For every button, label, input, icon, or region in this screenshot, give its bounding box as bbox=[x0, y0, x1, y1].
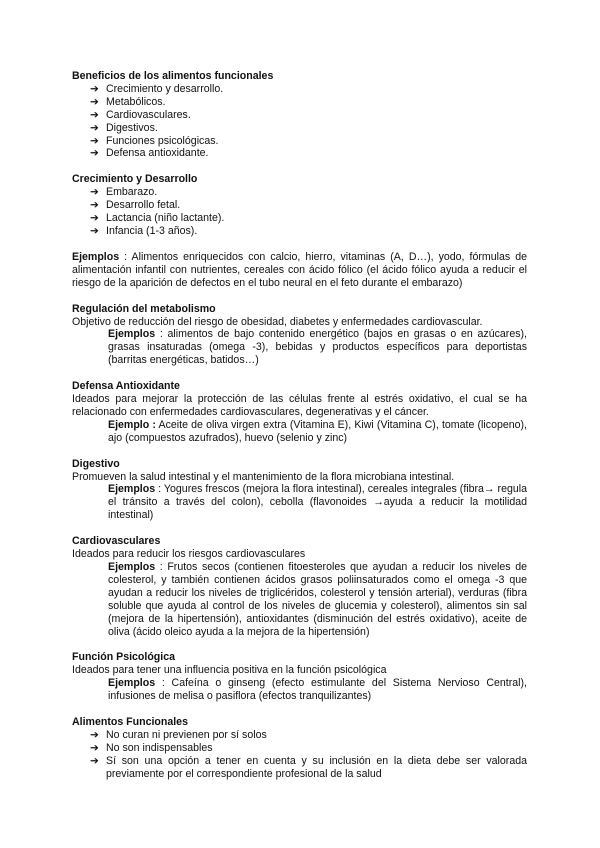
list-beneficios bbox=[72, 83, 527, 160]
examples-antioxidante bbox=[72, 419, 527, 445]
list-item: ➔ Cardiovasculares. bbox=[90, 108, 191, 121]
arrow-icon: ➔ bbox=[90, 121, 99, 134]
arrow-icon: ➔ bbox=[90, 728, 99, 741]
examples-label: Ejemplos bbox=[108, 483, 156, 496]
list-item: ➔ Desarrollo fetal. bbox=[90, 199, 181, 212]
examples-label: Ejemplo : bbox=[108, 418, 156, 431]
section-metabolismo bbox=[72, 303, 527, 368]
arrow-icon: ➔ bbox=[90, 108, 99, 121]
heading-metabolismo: Regulación del metabolismo bbox=[72, 302, 216, 315]
intro-digestivo: Promueven la salud intestinal y el mantenimiento de la flora microbiana intestinal. bbox=[72, 470, 455, 483]
examples-text: : Yogures frescos (mejora la flora intestinal), cereales integrales (fibra→ regula el tránsito a través del colon), cebolla (flavonoides →ayuda a reducir la motilidad intestinal) bbox=[108, 483, 527, 522]
examples-text: Aceite de oliva virgen extra (Vitamina E), Kiwi (Vitamina C), tomate (licopeno), ajo (compuestos azufrados), huevo (selenio y zinc) bbox=[108, 418, 527, 444]
list-item: ➔ Sí son una opción a tener en cuenta y su inclusión en la dieta debe ser valorada previamente por el correspondiente profesional de la salud bbox=[90, 754, 527, 780]
arrow-icon: ➔ bbox=[90, 741, 99, 754]
arrow-icon: ➔ bbox=[90, 134, 99, 147]
examples-label: Ejemplos bbox=[72, 250, 120, 263]
list-item: ➔ Metabólicos. bbox=[90, 95, 166, 108]
examples-metabolismo bbox=[72, 328, 527, 367]
list-item: ➔ Embarazo. bbox=[90, 186, 158, 199]
arrow-icon: ➔ bbox=[90, 95, 99, 108]
intro-cardiovasculares: Ideados para reducir los riesgos cardiovasculares bbox=[72, 548, 306, 561]
arrow-icon: ➔ bbox=[90, 186, 99, 199]
section-antioxidante bbox=[72, 380, 527, 445]
arrow-icon: ➔ bbox=[90, 82, 99, 95]
list-funcionales bbox=[72, 729, 527, 781]
heading-beneficios: Beneficios de los alimentos funcionales bbox=[72, 70, 274, 82]
section-digestivo bbox=[72, 458, 527, 523]
list-item: ➔ No son indispensables bbox=[90, 741, 213, 754]
list-crecimiento bbox=[72, 186, 527, 238]
arrow-icon: ➔ bbox=[90, 199, 99, 212]
examples-label: Ejemplos bbox=[108, 561, 156, 573]
list-item: ➔ Infancia (1-3 años). bbox=[90, 224, 198, 237]
list-item: ➔ No curan ni previenen por sí solos bbox=[90, 728, 267, 741]
examples-text: : Cafeína o ginseng (efecto estimulante del Sistema Nervioso Central), infusiones de melisa o pasiflora (efectos tranquilizantes) bbox=[108, 677, 527, 703]
list-item: ➔ Crecimiento y desarrollo. bbox=[90, 82, 224, 95]
examples-text: : Alimentos enriquecidos con calcio, hierro, vitaminas (A, D…), yodo, fórmulas de alimentación infantil con nutrientes, cereales con ácido fólico (el ácido fólico ayuda a reducir el riesgo de la aparición de defectos en el tubo neural en el feto durante el embarazo) bbox=[72, 250, 527, 289]
list-item: ➔ Lactancia (niño lactante). bbox=[90, 212, 225, 225]
heading-funcionales: Alimentos Funcionales bbox=[72, 716, 188, 729]
arrow-icon: ➔ bbox=[90, 212, 99, 225]
document-page bbox=[72, 70, 527, 781]
intro-psicologica: Ideados para tener una influencia positiva en la función psicológica bbox=[72, 664, 387, 677]
intro-metabolismo: Objetivo de reducción del riesgo de obesidad, diabetes y enfermedades cardiovascular. bbox=[72, 315, 483, 328]
section-beneficios bbox=[72, 70, 527, 160]
list-item: ➔ Digestivos. bbox=[90, 121, 158, 134]
section-funcionales bbox=[72, 716, 527, 781]
section-cardiovasculares bbox=[72, 535, 527, 638]
paragraph-ejemplos-crecimiento bbox=[72, 251, 527, 290]
arrow-icon: ➔ bbox=[90, 754, 99, 767]
arrow-icon: ➔ bbox=[90, 224, 99, 237]
arrow-icon: ➔ bbox=[90, 147, 99, 160]
heading-digestivo: Digestivo bbox=[72, 457, 120, 470]
section-psicologica bbox=[72, 651, 527, 703]
list-item: ➔ Defensa antioxidante. bbox=[90, 147, 209, 160]
examples-digestivo bbox=[72, 483, 527, 522]
heading-crecimiento: Crecimiento y Desarrollo bbox=[72, 173, 198, 186]
list-item: ➔ Funciones psicológicas. bbox=[90, 134, 219, 147]
heading-cardiovasculares: Cardiovasculares bbox=[72, 535, 161, 548]
examples-label: Ejemplos bbox=[108, 328, 156, 341]
intro-antioxidante: Ideados para mejorar la protección de las células frente al estrés oxidativo, el cual se ha relacionado con enfermedades cardiovasculares, degenerativas y el cáncer. bbox=[72, 393, 527, 418]
examples-label: Ejemplos bbox=[108, 677, 156, 690]
examples-cardiovasculares bbox=[72, 561, 527, 638]
examples-text: : alimentos de bajo contenido energético (bajos en grasas o en azúcares), grasas insaturadas (omega -3), bebidas y productos específicos para deportistas (barritas energéticas, batidos…) bbox=[108, 328, 527, 367]
heading-psicologica: Función Psicológica bbox=[72, 651, 176, 664]
examples-psicologica bbox=[72, 677, 527, 703]
examples-text: : Frutos secos (contienen fitoesteroles que ayudan a reducir los niveles de colesterol, y también contienen ácidos grasos poliinsaturados como el omega -3 que ayudan a reducir los niveles de triglicéridos, colesterol y tensión arterial), verduras (fibra soluble que ayuda al control de los niveles de glucemia y colesterol), alimentos sin sal (mejora de la hipertensión), antioxidantes (disminución del estrés oxidativo), aceite de oliva (ácido oleico ayuda a la mejora de la hipertensión) bbox=[108, 561, 527, 638]
heading-antioxidante: Defensa Antioxidante bbox=[72, 380, 180, 393]
section-crecimiento bbox=[72, 173, 527, 289]
